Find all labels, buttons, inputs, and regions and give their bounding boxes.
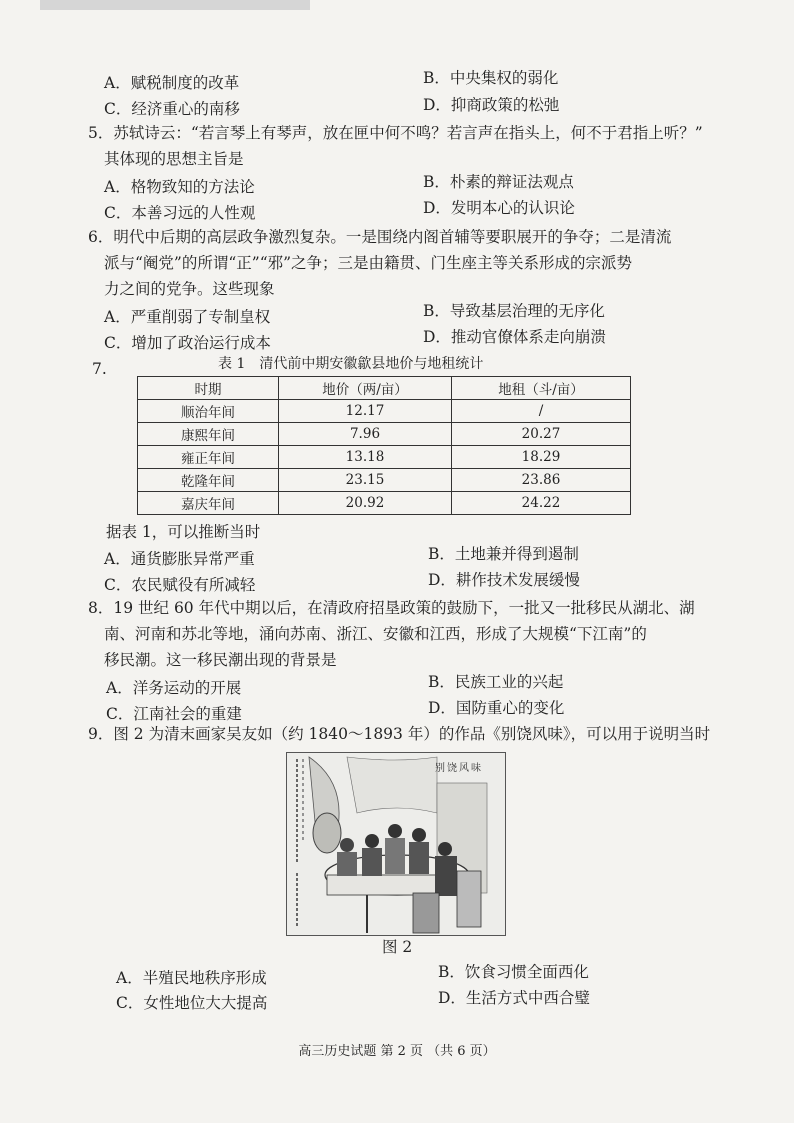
scan-edge-bar (40, 0, 310, 10)
q4-option-a: A．赋税制度的改革 (104, 74, 240, 92)
q5-stem-line2: 其体现的思想主旨是 (104, 150, 244, 168)
cell-land-rent: 20.27 (452, 423, 631, 446)
q5-option-c: C．本善习远的人性观 (104, 204, 256, 222)
table-row (138, 469, 631, 492)
cell-land-price: 13.18 (279, 446, 452, 469)
table-row (138, 492, 631, 515)
land-price-table (137, 376, 631, 515)
q7-option-d: D．耕作技术发展缓慢 (428, 571, 580, 589)
q7-option-b: B．土地兼并得到遏制 (428, 545, 579, 563)
q5-option-a: A．格物致知的方法论 (104, 178, 255, 196)
q8-stem-line2: 南、河南和苏北等地，涌向苏南、浙江、安徽和江西，形成了大规模“下江南”的 (104, 625, 647, 643)
q5-option-d: D．发明本心的认识论 (423, 199, 575, 217)
dining-scene-drawing (287, 753, 505, 935)
cell-period: 康熙年间 (138, 423, 279, 446)
q9-option-b: B．饮食习惯全面西化 (438, 963, 589, 981)
cell-land-rent: 18.29 (452, 446, 631, 469)
header-land-price: 地价（两/亩） (279, 377, 452, 400)
q9-stem-line1: 9．图 2 为清末画家吴友如（约 1840～1893 年）的作品《别饶风味》，可以用于说明当时 (88, 725, 711, 743)
cell-land-rent: 23.86 (452, 469, 631, 492)
q8-option-b: B．民族工业的兴起 (428, 673, 564, 691)
figure-title-inscription: 别饶风味 (435, 763, 483, 774)
q6-stem-line1: 6．明代中后期的高层政争激烈复杂。一是围绕内阁首辅等要职展开的争夺；二是清流 (88, 228, 672, 246)
q9-option-d: D．生活方式中西合璧 (438, 989, 590, 1007)
q8-option-a: A．洋务运动的开展 (106, 679, 242, 697)
q8-stem-line1: 8．19 世纪 60 年代中期以后，在清政府招垦政策的鼓励下，一批又一批移民从湖北、湖 (88, 599, 695, 617)
q9-option-a: A．半殖民地秩序形成 (116, 969, 267, 987)
header-period: 时期 (138, 377, 279, 400)
cell-period: 雍正年间 (138, 446, 279, 469)
cell-land-price: 7.96 (279, 423, 452, 446)
q8-option-d: D．国防重心的变化 (428, 699, 565, 717)
q8-option-c: C．江南社会的重建 (106, 705, 242, 723)
table-header-row (138, 377, 631, 400)
page-footer: 高三历史试题 第 2 页 （共 6 页） (298, 1044, 496, 1059)
q9-option-c: C．女性地位大大提高 (116, 994, 268, 1012)
q4-option-b: B．中央集权的弱化 (423, 69, 559, 87)
cell-period: 乾隆年间 (138, 469, 279, 492)
q6-stem-line3: 力之间的党争。这些现象 (104, 280, 275, 298)
q6-option-b: B．导致基层治理的无序化 (423, 302, 605, 320)
q7-stem: 据表 1，可以推断当时 (106, 523, 261, 541)
table-caption: 表 1 清代前中期安徽歙县地价与地租统计 (218, 356, 484, 372)
cell-land-price: 23.15 (279, 469, 452, 492)
cell-land-price: 12.17 (279, 400, 452, 423)
table-row (138, 446, 631, 469)
q6-option-c: C．增加了政治运行成本 (104, 334, 271, 352)
table-row (138, 423, 631, 446)
cell-land-rent: 24.22 (452, 492, 631, 515)
q7-number: 7. (92, 360, 107, 378)
q6-stem-line2: 派与“阉党”的所谓“正”“邪”之争；三是由籍贯、门生座主等关系形成的宗派势 (104, 254, 633, 272)
q4-option-c: C．经济重心的南移 (104, 100, 240, 118)
q7-option-a: A．通货膨胀异常严重 (104, 550, 255, 568)
figure-2-illustration (286, 752, 506, 936)
q4-option-d: D．抑商政策的松弛 (423, 96, 560, 114)
cell-land-rent: / (452, 400, 631, 423)
q7-option-c: C．农民赋役有所减轻 (104, 576, 256, 594)
q8-stem-line3: 移民潮。这一移民潮出现的背景是 (104, 651, 337, 669)
q6-option-a: A．严重削弱了专制皇权 (104, 308, 271, 326)
cell-period: 嘉庆年间 (138, 492, 279, 515)
table-row (138, 400, 631, 423)
q6-option-d: D．推动官僚体系走向崩溃 (423, 328, 606, 346)
header-land-rent: 地租（斗/亩） (452, 377, 631, 400)
cell-period: 顺治年间 (138, 400, 279, 423)
cell-land-price: 20.92 (279, 492, 452, 515)
figure-2-caption: 图 2 (382, 938, 413, 956)
q5-stem-line1: 5．苏轼诗云：“若言琴上有琴声，放在匣中何不鸣？若言声在指头上，何不于君指上听？” (88, 124, 703, 142)
q5-option-b: B．朴素的辩证法观点 (423, 173, 574, 191)
